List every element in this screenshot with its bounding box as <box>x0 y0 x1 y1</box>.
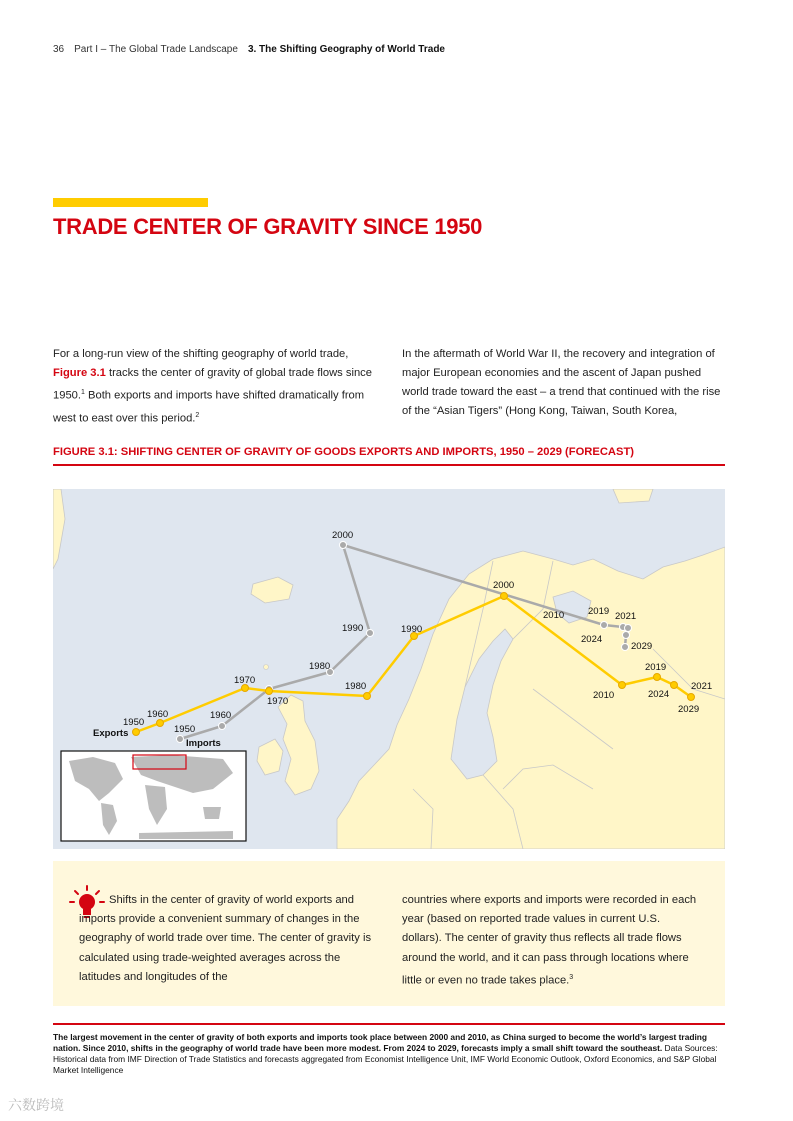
page-number: 36 <box>53 44 65 55</box>
imports-2010-label: 2010 <box>543 610 565 621</box>
exports-2010-label: 2010 <box>593 690 615 701</box>
imports-2024-label: 2024 <box>581 634 603 645</box>
imports-1950-label: 1950 <box>174 724 196 735</box>
exports-point-1960 <box>157 720 164 727</box>
part-label: Part I – The Global Trade Landscape <box>74 44 238 55</box>
figure-reference-link[interactable]: Figure 3.1 <box>53 367 106 379</box>
exports-1970-label: 1970 <box>234 675 256 686</box>
exports-1990-label: 1990 <box>401 624 423 635</box>
imports-2019-label: 2019 <box>588 606 610 617</box>
exports-point-2010 <box>501 593 508 600</box>
arctic-island <box>613 489 653 503</box>
exports-1980-label: 1980 <box>345 681 367 692</box>
imports-point-1960 <box>219 723 226 730</box>
caption-rule <box>53 464 725 466</box>
exports-series-label: Exports <box>93 728 129 739</box>
imports-point-1950 <box>177 736 184 743</box>
imports-1990-label: 1990 <box>342 623 364 634</box>
footnote-summary: The largest movement in the center of gravity of both exports and imports took place between 2000 and 2010, as China surged to become the world’s largest trading nation. Since 2010, shifts in the geography of world trade have been more modest. From 2024 to 2029, forecasts imply a small shift toward the southeast. <box>53 1032 708 1053</box>
exports-point-2021 <box>654 674 661 681</box>
exports-1950-label: 1950 <box>123 717 145 728</box>
faroe-islands <box>264 665 269 670</box>
imports-2000-label: 2000 <box>332 530 354 541</box>
imports-1970-label: 1970 <box>267 696 289 707</box>
section-title: TRADE CENTER OF GRAVITY SINCE 1950 <box>53 214 483 239</box>
exports-point-2024 <box>671 682 678 689</box>
exports-point-1950 <box>133 729 140 736</box>
note-left-text: Shifts in the center of gravity of world exports and imports provide a convenient summary of changes in the geography of world trade over time. The center of gravity is calculated using trade-weighted averages across the latitudes and longitudes of the <box>79 894 372 983</box>
exports-point-1980 <box>266 688 273 695</box>
exports-point-1990 <box>364 693 371 700</box>
imports-point-2000 <box>340 542 347 549</box>
intro-right-paragraph: In the aftermath of World War II, the recovery and integration of major European economies and the ascent of Japan pushed world trade toward the east – a trend that continued with the rise of the “Asian Tigers” (Hong Kong, Taiwan, South Korea, <box>402 348 721 417</box>
figure-footnote <box>53 1032 725 1076</box>
imports-point-2010 <box>601 622 608 629</box>
chapter-label: 3. The Shifting Geography of World Trade <box>247 44 445 55</box>
imports-2029-label: 2029 <box>631 641 653 652</box>
imports-1980-label: 1980 <box>309 661 331 672</box>
exports-2021-label: 2021 <box>691 681 713 692</box>
exports-2019-label: 2019 <box>645 662 667 673</box>
data-sources: Data Sources: Historical data from IMF Direction of Trade Statistics and forecasts aggregated from Economist Intelligence Unit, IMF World Economic Outlook, Oxford Economics, and S&P Global Market Intelligence <box>53 1043 718 1075</box>
footnote-rule <box>53 1023 725 1025</box>
methodology-note-box <box>53 861 725 1006</box>
world-inset-map <box>61 751 246 841</box>
title-accent-bar <box>53 198 208 207</box>
figure-caption: FIGURE 3.1: SHIFTING CENTER OF GRAVITY OF GOODS EXPORTS AND IMPORTS, 1950 – 2029 (FORECAST) <box>53 446 635 458</box>
exports-point-2019 <box>619 682 626 689</box>
trade-gravity-map <box>53 489 725 849</box>
imports-point-2021 <box>625 625 632 632</box>
imports-1960-label: 1960 <box>210 710 232 721</box>
exports-point-2029 <box>688 694 695 701</box>
imports-2021-label: 2021 <box>615 611 637 622</box>
watermark-logo: 六数跨境 <box>8 1097 64 1113</box>
running-header <box>53 44 445 55</box>
imports-point-2024 <box>623 632 630 639</box>
exports-2024-label: 2024 <box>648 689 670 700</box>
imports-point-1990 <box>367 630 374 637</box>
exports-2029-label: 2029 <box>678 704 700 715</box>
imports-point-2029 <box>622 644 629 651</box>
note-right-text: countries where exports and imports were recorded in each year (based on reported trade values in current U.S. dollars). The center of gravity thus reflects all trade flows around the world, and it can pass through locations where little or even no trade takes place.$^3$ <box>402 894 697 987</box>
intro-left-paragraph: For a long-run view of the shifting geography of world trade, Figure 3.1 tracks the center of gravity of global trade flows since 1950.$^1$ Both exports and imports have shifted dramatically from west to east over this period.$^2$ <box>53 348 372 425</box>
exports-1960-label: 1960 <box>147 709 169 720</box>
exports-2000-label: 2000 <box>493 580 515 591</box>
imports-series-label: Imports <box>186 738 221 749</box>
